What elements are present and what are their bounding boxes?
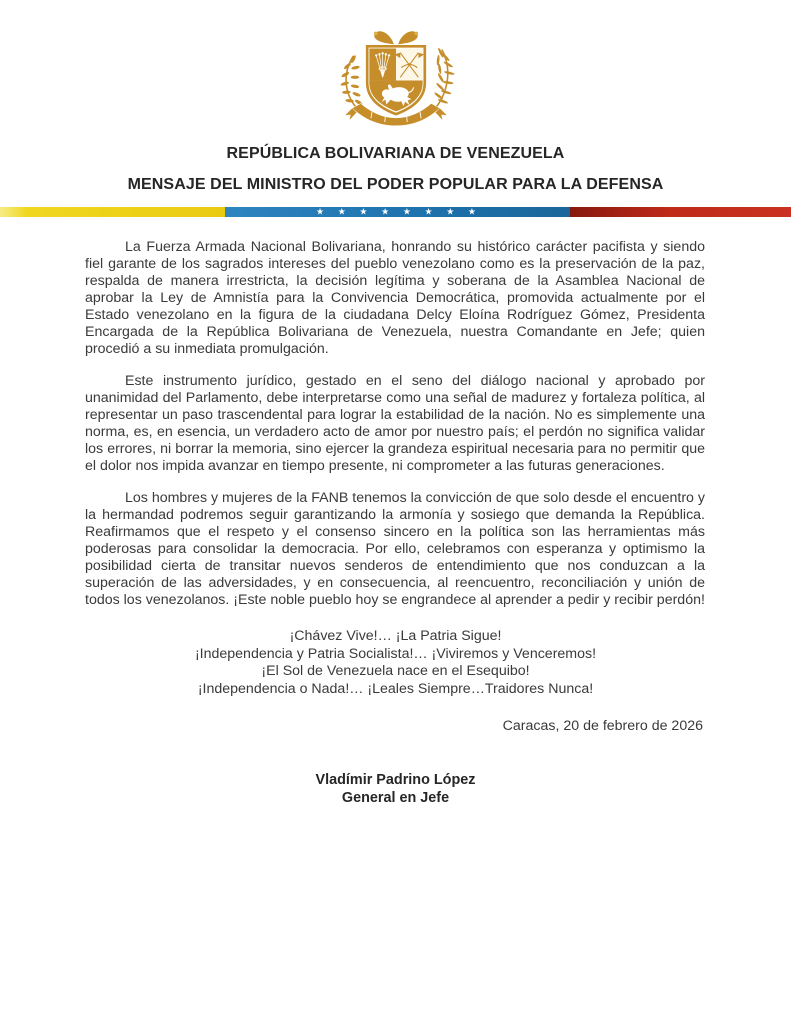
star-icon: ★ — [359, 206, 368, 217]
slogan-line-1: ¡Chávez Vive!… ¡La Patria Sigue! — [289, 628, 502, 644]
slogan-line-2: ¡Independencia y Patria Socialista!… ¡Viviremos y Venceremos! — [194, 645, 597, 662]
star-icon: ★ — [467, 206, 476, 217]
star-icon: ★ — [337, 206, 346, 217]
paragraph-3: Los hombres y mujeres de la FANB tenemos la convicción de que solo desde el encuentro y la hermandad podremos seguir garantizando la armonía y sosiego que demanda la República. Reafirmamos que el respeto y el consenso sincero en la política son las herramientas más poderosas para consolidar la democracia. Por ello, celebramos con esperanza y optimismo la posibilidad cierta de transitar nuevos senderos de entendimiento que nos conduzcan a la superación de las adversidades, y en consecuencia, al reencuentro, reconciliación y unión de todos los venezolanos. ¡Este noble pueblo hoy se engrandece al aprender a pedir y recibir perdón! — [85, 490, 705, 608]
star-icon: ★ — [424, 206, 433, 217]
venezuela-coat-of-arms-icon — [321, 25, 471, 137]
slogans-block — [0, 628, 791, 698]
signature-block — [0, 771, 791, 807]
star-icon: ★ — [446, 206, 455, 217]
slogan-line-4: ¡Independencia o Nada!… ¡Leales Siempre…Traidores Nunca! — [197, 680, 594, 697]
paragraph-2: Este instrumento jurídico, gestado en el seno del diálogo nacional y aprobado por unanimidad del Parlamento, debe interpretarse como una señal de madurez y fortaleza política, al representar un paso trascendental para lograr la estabilidad de la nación. No es simplemente una norma, es, en esencia, un verdadero acto de amor por nuestro país; el perdón no significa validar los errores, ni borrar la memoria, sino ejercer la grandeza espiritual necesaria para no permitir que el dolor nos impida avanzar en tiempo presente, ni comprometer a las futuras generaciones. — [85, 373, 705, 474]
flag-stars — [316, 207, 476, 217]
flag-yellow-stripe — [0, 207, 225, 217]
star-icon: ★ — [381, 206, 390, 217]
coat-of-arms — [0, 0, 791, 137]
paragraph-1: La Fuerza Armada Nacional Bolivariana, honrando su histórico carácter pacifista y siendo fiel garante de los sagrados intereses del pueblo venezolano como es la preservación de la paz, respalda de manera irrestricta, la decisión legítima y soberana de la Asamblea Nacional de aprobar la Ley de Amnistía para la Convivencia Democrática, promovida actualmente por el Estado venezolano en la figura de la ciudadana Delcy Eloína Rodríguez Gómez, Presidenta Encargada de la República Bolivariana de Venezuela, nuestra Comandante en Jefe; quien procedió a su inmediata promulgación. — [85, 239, 705, 357]
slogan-line-3: ¡El Sol de Venezuela nace en el Esequibo! — [261, 663, 530, 680]
signature-rank: General en Jefe — [341, 790, 450, 807]
signature-name: Vladímir Padrino López — [315, 772, 476, 789]
document-subtitle: MENSAJE DEL MINISTRO DEL PODER POPULAR PARA LA DEFENSA — [127, 176, 664, 193]
document-title: REPÚBLICA BOLIVARIANA DE VENEZUELA — [226, 145, 565, 162]
flag-divider-bar — [0, 207, 791, 217]
star-icon: ★ — [316, 206, 325, 217]
message-body — [85, 239, 705, 609]
dateline: Caracas, 20 de febrero de 2026 — [502, 718, 703, 735]
star-icon: ★ — [402, 206, 411, 217]
flag-red-stripe — [570, 207, 791, 217]
